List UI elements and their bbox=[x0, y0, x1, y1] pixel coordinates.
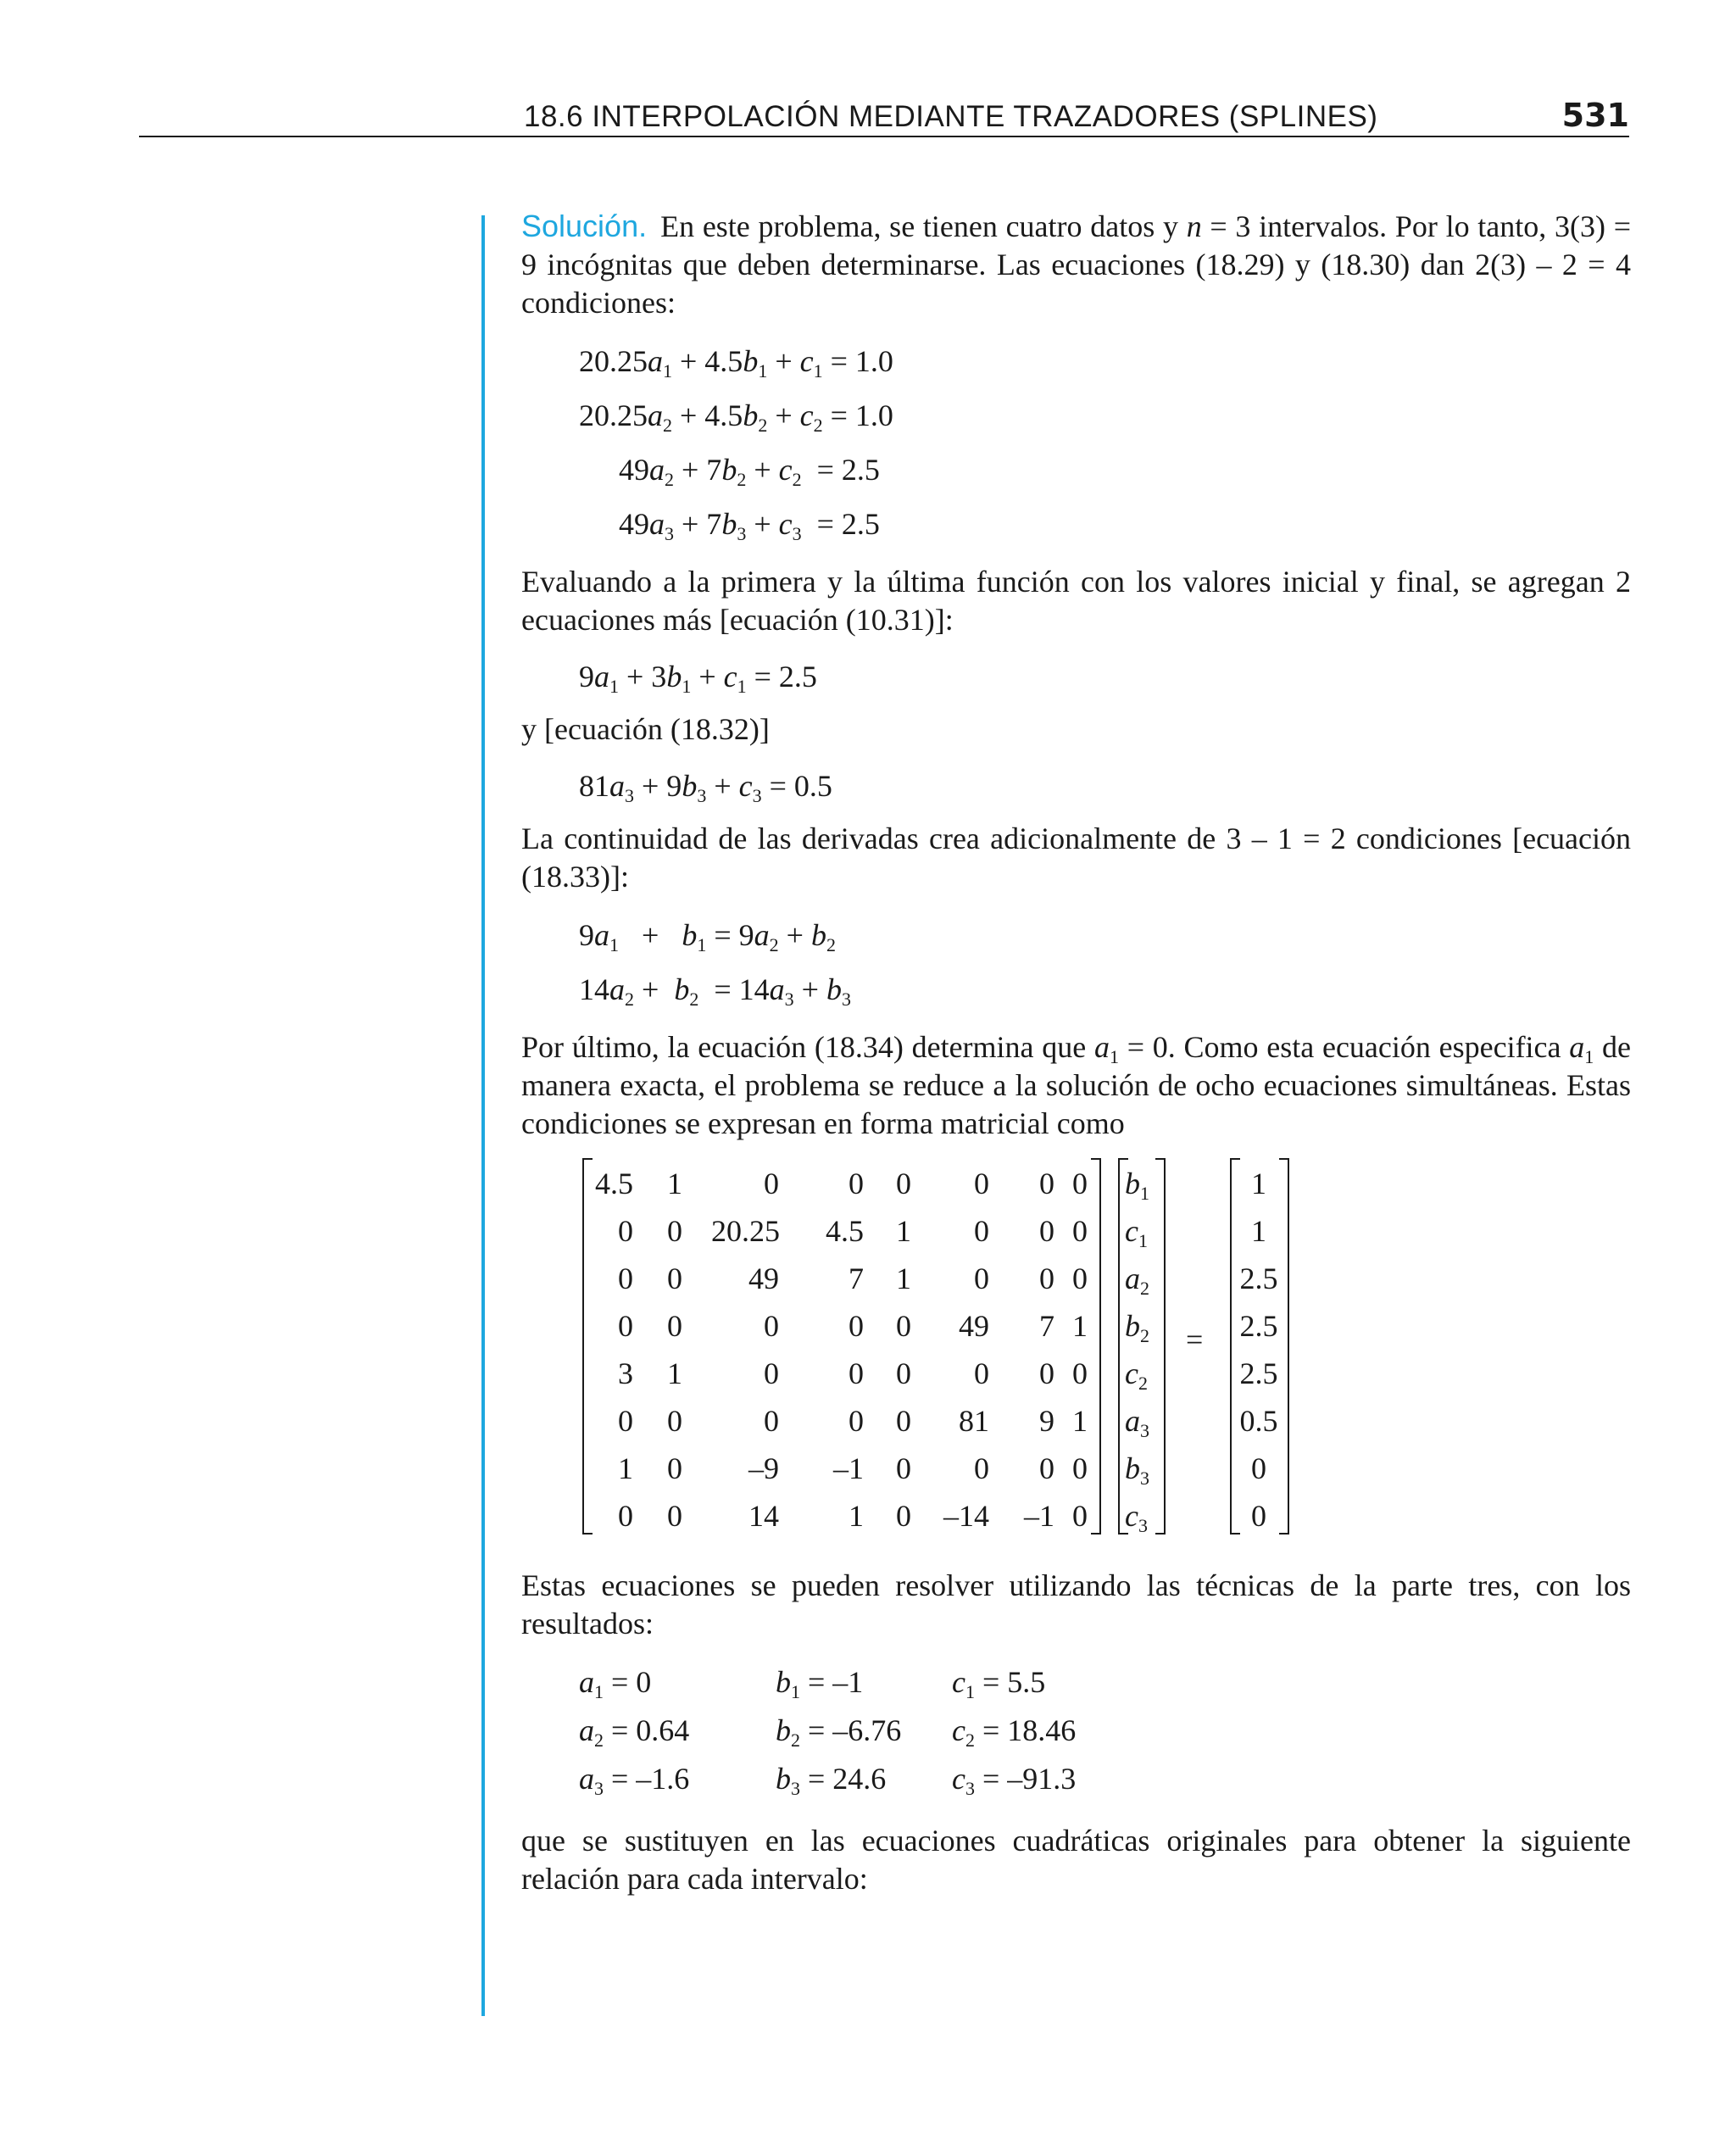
matrix-cell: 0 bbox=[667, 1404, 682, 1438]
matrix-cell: 7 bbox=[849, 1262, 864, 1295]
matrix-cell: 0 bbox=[1039, 1167, 1054, 1200]
result-row bbox=[579, 1707, 1631, 1755]
matrix-cell: 0 bbox=[667, 1214, 682, 1248]
rhs-cell: 1 bbox=[1251, 1214, 1266, 1248]
matrix-cell: 0 bbox=[896, 1499, 911, 1533]
equals-sign: = bbox=[1186, 1323, 1204, 1356]
rhs-cell: 2.5 bbox=[1239, 1356, 1278, 1390]
rhs-cell: 2.5 bbox=[1239, 1309, 1278, 1343]
matrix-cell: 0 bbox=[1072, 1262, 1088, 1295]
matrix-cell: 1 bbox=[1072, 1404, 1088, 1438]
matrix-cell: 0 bbox=[896, 1356, 911, 1390]
matrix-cell: –14 bbox=[943, 1499, 989, 1533]
solution-content bbox=[521, 207, 1631, 1898]
matrix-cell: 0 bbox=[896, 1167, 911, 1200]
results-block bbox=[579, 1658, 1631, 1803]
matrix-cell: 0 bbox=[1072, 1167, 1088, 1200]
matrix-cell: 0 bbox=[1039, 1356, 1054, 1390]
matrix-equation bbox=[582, 1158, 1631, 1540]
matrix-cell: 1 bbox=[896, 1214, 911, 1248]
matrix-cell: –1 bbox=[1024, 1499, 1054, 1533]
matrix-cell: 0 bbox=[764, 1309, 779, 1343]
paragraph-results-intro: Estas ecuaciones se pueden resolver utilizando las técnicas de la parte tres, con los resultados: bbox=[521, 1568, 1631, 1640]
matrix-cell: –9 bbox=[748, 1451, 779, 1485]
matrix-cell: 3 bbox=[618, 1356, 633, 1390]
result-value: $c_2 = 18.46$ bbox=[952, 1713, 1077, 1751]
paragraph-substitute: que se sustituyen en las ecuaciones cuadráticas originales para obtener la siguiente relación para cada intervalo: bbox=[521, 1824, 1631, 1896]
equation-block-1 bbox=[579, 334, 1631, 551]
solution-label: Solución. bbox=[521, 209, 648, 243]
matrix-cell: 0 bbox=[849, 1404, 864, 1438]
matrix-cell: 0 bbox=[1072, 1499, 1088, 1533]
result-value: $a_3 = -1.6$ bbox=[579, 1762, 690, 1799]
matrix-cell: 0 bbox=[849, 1167, 864, 1200]
equation-block-4 bbox=[579, 908, 1631, 1017]
matrix-cell: 0 bbox=[1072, 1356, 1088, 1390]
matrix-cell: 0 bbox=[974, 1167, 989, 1200]
header-rule bbox=[139, 136, 1629, 137]
matrix-cell: 0 bbox=[1072, 1451, 1088, 1485]
matrix-cell: 0 bbox=[1039, 1214, 1054, 1248]
matrix-cell: 0 bbox=[618, 1404, 633, 1438]
matrix-cell: 0 bbox=[896, 1404, 911, 1438]
result-value: $a_2 = 0.64$ bbox=[579, 1713, 690, 1751]
unknown-cell: $a_2$ bbox=[1125, 1262, 1149, 1299]
equation: $9a_1 + 3b_1 + c_1 = 2.5$ bbox=[579, 660, 817, 697]
unknown-cell: $c_2$ bbox=[1125, 1356, 1148, 1394]
matrix-cell: 1 bbox=[667, 1356, 682, 1390]
equation: $20.25a_2 + 4.5b_2 + c_2 = 1.0$ bbox=[579, 398, 893, 436]
equation: $20.25a_1 + 4.5b_1 + c_1 = 1.0$ bbox=[579, 344, 893, 382]
result-value: $a_1 = 0$ bbox=[579, 1665, 652, 1702]
matrix-cell: 81 bbox=[959, 1404, 989, 1438]
paragraph-continuity: La continuidad de las derivadas crea adicionalmente de 3 – 1 = 2 condiciones [ecuación (18.33)]: bbox=[521, 822, 1631, 894]
matrix-cell: 0 bbox=[618, 1309, 633, 1343]
matrix-cell: 1 bbox=[849, 1499, 864, 1533]
matrix-cell: 1 bbox=[618, 1451, 633, 1485]
matrix-cell: 0 bbox=[1039, 1451, 1054, 1485]
matrix-cell: 0 bbox=[974, 1262, 989, 1295]
rhs-cell: 0.5 bbox=[1239, 1404, 1278, 1438]
equation: $49a_2 + 7b_2 + c_2 = 2.5$ bbox=[619, 453, 880, 490]
matrix-cell: 0 bbox=[667, 1309, 682, 1343]
matrix-cell: 0 bbox=[849, 1309, 864, 1343]
matrix-cell: 0 bbox=[974, 1356, 989, 1390]
matrix-cell: 0 bbox=[618, 1214, 633, 1248]
solution-margin-bar bbox=[481, 215, 485, 2016]
result-row bbox=[579, 1755, 1631, 1803]
equation: $49a_3 + 7b_3 + c_3 = 2.5$ bbox=[619, 507, 880, 544]
matrix-cell: 0 bbox=[618, 1262, 633, 1295]
equation: $14a_2 + b_2 = 14a_3 + b_3$ bbox=[579, 972, 851, 1010]
unknown-cell: $b_3$ bbox=[1125, 1451, 1149, 1489]
result-value: $b_3 = 24.6$ bbox=[776, 1762, 887, 1799]
matrix-cell: 49 bbox=[748, 1262, 779, 1295]
unknown-cell: $b_1$ bbox=[1125, 1167, 1149, 1204]
rhs-cell: 2.5 bbox=[1239, 1262, 1278, 1295]
rhs-cell: 0 bbox=[1251, 1499, 1266, 1533]
matrix-cell: 14 bbox=[748, 1499, 779, 1533]
matrix-cell: 4.5 bbox=[595, 1167, 633, 1200]
equation: $9a_1 + b_1 = 9a_2 + b_2$ bbox=[579, 918, 836, 955]
matrix-cell: 1 bbox=[896, 1262, 911, 1295]
vector-right-bracket bbox=[1155, 1158, 1166, 1535]
paragraph-finally: Por último, la ecuación (18.34) determina que $a_1 = 0$. Como esta ecuación especifica $a_1$ de manera exacta, el problema se reduce a la solución de ocho ecuaciones simultáneas. Estas condiciones se expresan en forma matricial como bbox=[521, 1030, 1631, 1140]
matrix-cell: –1 bbox=[833, 1451, 864, 1485]
matrix-cell: 0 bbox=[667, 1262, 682, 1295]
matrix-cell: 49 bbox=[959, 1309, 989, 1343]
result-value: $c_3 = -91.3$ bbox=[952, 1762, 1077, 1799]
result-row bbox=[579, 1658, 1631, 1707]
matrix-cell: 0 bbox=[618, 1499, 633, 1533]
unknown-cell: $c_3$ bbox=[1125, 1499, 1148, 1536]
paragraph-evaluating: Evaluando a la primera y la última función con los valores inicial y final, se agregan 2 ecuaciones más [ecuación (10.31)]: bbox=[521, 565, 1631, 637]
matrix-cell: 0 bbox=[667, 1451, 682, 1485]
unknown-cell: $c_1$ bbox=[1125, 1214, 1148, 1251]
rhs-cell: 0 bbox=[1251, 1451, 1266, 1485]
unknown-cell: $b_2$ bbox=[1125, 1309, 1149, 1346]
page-number: 531 bbox=[1561, 97, 1629, 134]
matrix-cell: 1 bbox=[667, 1167, 682, 1200]
equation: $81a_3 + 9b_3 + c_3 = 0.5$ bbox=[579, 769, 832, 806]
matrix-cell: 0 bbox=[1072, 1214, 1088, 1248]
unknown-cell: $a_3$ bbox=[1125, 1404, 1149, 1441]
result-value: $b_2 = -6.76$ bbox=[776, 1713, 902, 1751]
matrix-cell: 0 bbox=[849, 1356, 864, 1390]
matrix-cell: 0 bbox=[764, 1167, 779, 1200]
paragraph-intro: Solución. En este problema, se tienen cuatro datos y n = 3 intervalos. Por lo tanto, 3(3) = 9 incógnitas que deben determinarse. Las ecuaciones (18.29) y (18.30) dan 2(3) – 2 = 4 condiciones: bbox=[521, 209, 1631, 320]
matrix-cell: 20.25 bbox=[711, 1214, 780, 1248]
matrix-cell: 0 bbox=[764, 1404, 779, 1438]
matrix-cell: 0 bbox=[1039, 1262, 1054, 1295]
result-value: $b_1 = -1$ bbox=[776, 1665, 864, 1702]
equation-block-3 bbox=[579, 759, 1631, 813]
matrix-cell: 0 bbox=[896, 1451, 911, 1485]
rhs-cell: 1 bbox=[1251, 1167, 1266, 1200]
paragraph-and: y [ecuación (18.32)] bbox=[521, 712, 770, 746]
matrix-right-bracket bbox=[1091, 1158, 1101, 1535]
matrix-cell: 1 bbox=[1072, 1309, 1088, 1343]
matrix-cell: 7 bbox=[1039, 1309, 1054, 1343]
equation-block-2 bbox=[579, 649, 1631, 704]
matrix-cell: 4.5 bbox=[826, 1214, 864, 1248]
matrix-cell: 0 bbox=[974, 1451, 989, 1485]
matrix-cell: 9 bbox=[1039, 1404, 1054, 1438]
running-header: 18.6 INTERPOLACIÓN MEDIANTE TRAZADORES (SPLINES) bbox=[524, 100, 1378, 133]
matrix-cell: 0 bbox=[667, 1499, 682, 1533]
result-value: $c_1 = 5.5$ bbox=[952, 1665, 1046, 1702]
matrix-cell: 0 bbox=[896, 1309, 911, 1343]
matrix-cell: 0 bbox=[764, 1356, 779, 1390]
matrix-cell: 0 bbox=[974, 1214, 989, 1248]
